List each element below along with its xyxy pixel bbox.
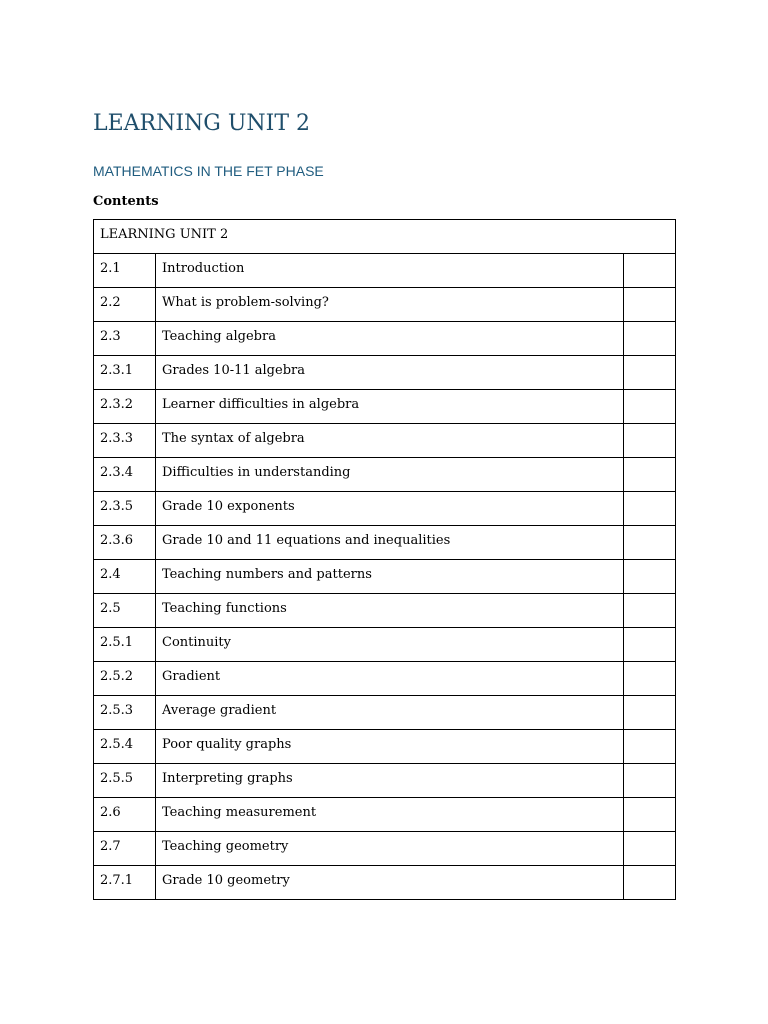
section-number: 2.4: [94, 560, 156, 594]
section-title: Grade 10 geometry: [156, 866, 624, 900]
section-title: What is problem-solving?: [156, 288, 624, 322]
table-row: [94, 492, 676, 526]
section-page: [624, 662, 676, 696]
section-title: Poor quality graphs: [156, 730, 624, 764]
section-page: [624, 492, 676, 526]
section-number: 2.7.1: [94, 866, 156, 900]
table-row: [94, 526, 676, 560]
table-row: [94, 560, 676, 594]
section-title: Continuity: [156, 628, 624, 662]
table-row: [94, 288, 676, 322]
table-row: [94, 594, 676, 628]
section-page: [624, 594, 676, 628]
table-row: [94, 390, 676, 424]
table-header-cell: LEARNING UNIT 2: [94, 220, 676, 254]
table-row: [94, 662, 676, 696]
section-number: 2.5.4: [94, 730, 156, 764]
section-number: 2.3: [94, 322, 156, 356]
section-number: 2.7: [94, 832, 156, 866]
section-page: [624, 798, 676, 832]
section-page: [624, 288, 676, 322]
section-number: 2.3.1: [94, 356, 156, 390]
section-title: Interpreting graphs: [156, 764, 624, 798]
section-number: 2.3.2: [94, 390, 156, 424]
section-title: Grade 10 and 11 equations and inequalities: [156, 526, 624, 560]
section-page: [624, 424, 676, 458]
table-row: [94, 764, 676, 798]
section-number: 2.5: [94, 594, 156, 628]
section-page: [624, 628, 676, 662]
section-page: [624, 764, 676, 798]
table-row: [94, 628, 676, 662]
section-page: [624, 356, 676, 390]
table-row: [94, 458, 676, 492]
contents-table: [93, 219, 676, 900]
section-title: Teaching geometry: [156, 832, 624, 866]
table-row: [94, 730, 676, 764]
section-title: Difficulties in understanding: [156, 458, 624, 492]
section-page: [624, 526, 676, 560]
section-page: [624, 696, 676, 730]
section-page: [624, 730, 676, 764]
page-title: LEARNING UNIT 2: [93, 111, 311, 136]
section-page: [624, 390, 676, 424]
section-number: 2.2: [94, 288, 156, 322]
section-number: 2.5.3: [94, 696, 156, 730]
section-title: Learner difficulties in algebra: [156, 390, 624, 424]
table-row: [94, 798, 676, 832]
table-row: [94, 832, 676, 866]
section-number: 2.1: [94, 254, 156, 288]
section-number: 2.3.3: [94, 424, 156, 458]
section-title: Teaching functions: [156, 594, 624, 628]
section-title: Teaching algebra: [156, 322, 624, 356]
table-header-row: [94, 220, 676, 254]
section-title: The syntax of algebra: [156, 424, 624, 458]
section-number: 2.3.5: [94, 492, 156, 526]
section-title: Grades 10-11 algebra: [156, 356, 624, 390]
contents-heading: Contents: [93, 194, 159, 209]
section-number: 2.3.4: [94, 458, 156, 492]
section-page: [624, 866, 676, 900]
section-number: 2.5.1: [94, 628, 156, 662]
section-page: [624, 322, 676, 356]
section-number: 2.6: [94, 798, 156, 832]
section-title: Teaching measurement: [156, 798, 624, 832]
section-page: [624, 254, 676, 288]
table-row: [94, 696, 676, 730]
table-row: [94, 356, 676, 390]
section-page: [624, 832, 676, 866]
section-title: Average gradient: [156, 696, 624, 730]
section-title: Teaching numbers and patterns: [156, 560, 624, 594]
section-number: 2.5.5: [94, 764, 156, 798]
section-page: [624, 458, 676, 492]
page-subtitle: MATHEMATICS IN THE FET PHASE: [93, 163, 324, 179]
section-title: Introduction: [156, 254, 624, 288]
table-row: [94, 424, 676, 458]
table-row: [94, 866, 676, 900]
section-title: Gradient: [156, 662, 624, 696]
table-row: [94, 254, 676, 288]
table-row: [94, 322, 676, 356]
section-title: Grade 10 exponents: [156, 492, 624, 526]
section-number: 2.5.2: [94, 662, 156, 696]
section-number: 2.3.6: [94, 526, 156, 560]
section-page: [624, 560, 676, 594]
